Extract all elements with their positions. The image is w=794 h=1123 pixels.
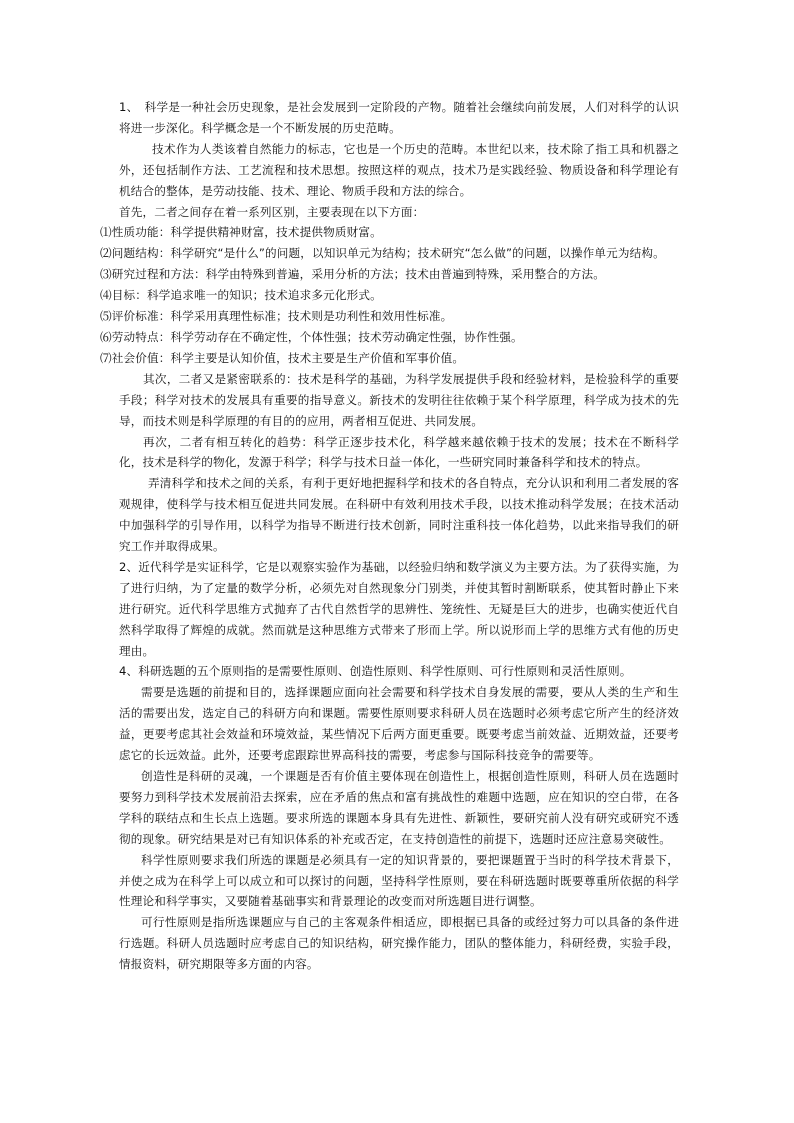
list-item-difference-5: ⑸评价标准：科学采用真理性标准；技术则是功利性和效用性标准。 [100,309,453,324]
paragraph-connections: 其次，二者又是紧密联系的：技术是科学的基础，为科学发展提供手段和经验材料，是检验科学的重要手段；科学对技术的发展具有重要的指导意义。新技术的发明往往依赖于某个科学原理，科学成为技术的先导，而技术则是科学原理的有目的的应用，两者相互促进、共同发展。 [119,371,679,428]
paragraph-feasibility-principle: 可行性原则是指所选课题应与自己的主客观条件相适应，即根据已具备的或经过努力可以具备的条件进行选题。科研人员选题时应考虑自己的知识结构，研究操作能力，团队的整体能力，科研经费，实验手段，情报资料，研究期限等多方面的内容。 [119,915,679,972]
paragraph-transformation: 再次，二者有相互转化的趋势：科学正逐步技术化，科学越来越依赖于技术的发展；技术在不断科学化，技术是科学的物化，发源于科学；科学与技术日益一体化，一些研究同时兼备科学和技术的特点。 [119,434,679,470]
list-item-difference-4: ⑷目标：科学追求唯一的知识；技术追求多元化形式。 [100,288,382,303]
list-item-difference-2: ⑵问题结构：科学研究“是什么”的问题，以知识单元为结构；技术研究“怎么做”的问题，以操作单元为结构。 [100,246,665,261]
list-item-difference-3: ⑶研究过程和方法：科学由特殊到普遍，采用分析的方法；技术由普遍到特殊，采用整合的方法。 [100,267,605,282]
paragraph-significance: 弄清科学和技术之间的关系，有利于更好地把握科学和技术的各自特点，充分认识和利用二者发展的客观规律，使科学与技术相互促进共同发展。在科研中有效利用技术手段，以技术推动科学发展；在技术活动中加强科学的引导作用，以科学为指导不断进行技术创新，同时注重科技一体化趋势，以此来指导我们的研究工作并取得成果。 [119,476,679,554]
paragraph-differences-intro: 首先，二者之间存在着一系列区别，主要表现在以下方面： [119,204,425,219]
document-page [100,97,679,975]
paragraph-technology-definition: 技术作为人类该着自然能力的标志，它也是一个历史的范畴。本世纪以来，技术除了指工具和机器之外，还包括制作方法、工艺流程和技术思想。按照这样的观点，技术乃是实践经验、物质设备和科学理论有机结合的整体，是劳动技能、技术、理论、物质手段和方法的综合。 [119,141,679,198]
paragraph-scientific-principle: 科学性原则要求我们所选的课题是必须具有一定的知识背景的，要把课题置于当时的科学技术背景下，并使之成为在科学上可以成立和可以探讨的问题，坚持科学性原则，要在科研选题时既要尊重所依据的科学性理论和科学事实，又要随着基础事实和背景理论的改变而对所选题目进行调整。 [119,852,679,909]
paragraph-1-science-definition: 1、 科学是一种社会历史现象，是社会发展到一定阶段的产物。随着社会继续向前发展，人们对科学的认识将进一步深化。科学概念是一个不断发展的历史范畴。 [119,100,679,135]
list-item-difference-1: ⑴性质功能：科学提供精神财富，技术提供物质财富。 [100,225,382,240]
paragraph-2-modern-science: 2、近代科学是实证科学，它是以观察实验作为基础，以经验归纳和数学演义为主要方法。为了获得实施，为了进行归纳，为了定量的数学分析，必须先对自然现象分门别类，并使其暂时割断联系，使其暂时静止下来进行研究。近代科学思维方式抛弃了古代自然哲学的思辨性、笼统性、无疑是巨大的进步，也确实使近代自然科学取得了辉煌的成就。然而就是这种思维方式带来了形而上学。所以说形而上学的思维方式有他的历史理由。 [119,559,679,658]
paragraph-need-principle: 需要是选题的前提和目的，选择课题应面向社会需要和科学技术自身发展的需要，要从人类的生产和生活的需要出发，选定自己的科研方向和课题。需要性原则要求科研人员在选题时必须考虑它所产生的经济效益，更要考虑其社会效益和环境效益，某些情况下后两方面更重要。既要考虑当前效益、近期效益，还要考虑它的长远效益。此外，还要考虑跟踪世界高科技的需要，考虑参与国际科技竞争的需要等。 [119,685,679,763]
list-item-difference-7: ⑺社会价值：科学主要是认知价值，技术主要是生产价值和军事价值。 [100,350,465,365]
paragraph-creativity-principle: 创造性是科研的灵魂，一个课题是否有价值主要体现在创造性上，根据创造性原则，科研人员在选题时要努力到科学技术发展前沿去探索，应在矛盾的焦点和富有挑战性的难题中选题，应在知识的空白带，在各学科的联结点和生长点上选题。要求所选的课题本身具有先进性、新颖性，要研究前人没有研究或研究不透彻的现象。研究结果是对已有知识体系的补充或否定，在支持创造性的前提下，选题时还应注意易突破性。 [119,769,679,846]
list-item-difference-6: ⑹劳动特点：科学劳动存在不确定性，个体性强；技术劳动确定性强，协作性强。 [100,329,523,344]
paragraph-4-research-principles: 4、科研选题的五个原则指的是需要性原则、创造性原则、科学性原则、可行性原则和灵活性原则。 [119,664,632,679]
